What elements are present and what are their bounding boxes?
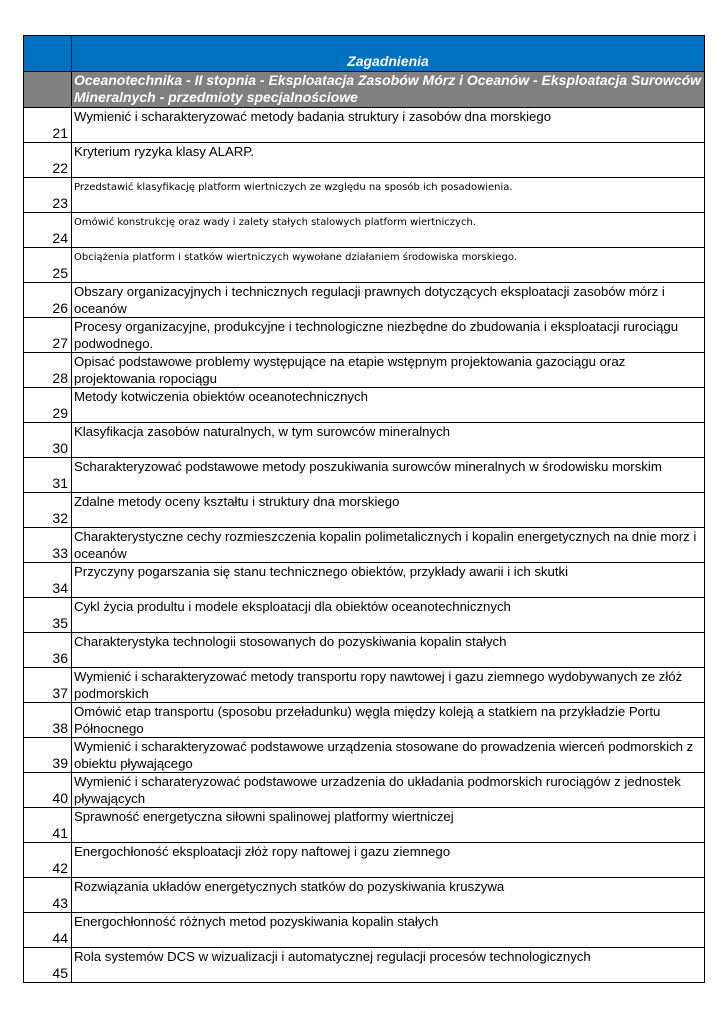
row-number: 31 (24, 458, 72, 492)
row-number: 35 (24, 598, 72, 632)
row-topic: Przedstawić klasyfikację platform wiertniczych ze względu na sposób ich posadowienia. (74, 182, 513, 193)
table-row (24, 493, 704, 528)
row-number: 21 (24, 108, 72, 142)
row-number: 37 (24, 668, 72, 702)
row-number: 44 (24, 913, 72, 947)
row-number: 22 (24, 143, 72, 177)
row-topic: Procesy organizacyjne, produkcyjne i technologiczne niezbędne do zbudowania i eksploatacji rurociągu podwodnego. (74, 319, 679, 351)
table-row (24, 143, 704, 178)
table-row (24, 353, 704, 388)
table-row (24, 808, 704, 843)
table-row (24, 178, 704, 213)
row-topic: Wymienić i scharakteryzować metody transportu ropy nawtowej i gazu ziemnego wydobywanych ze złóż podmorskich (74, 669, 683, 701)
row-topic: Cykl życia produltu i modele eksploatacji dla obiektów oceanotechnicznych (74, 599, 511, 614)
row-topic: Rola systemów DCS w wizualizacji i automatycznej regulacji procesów technologicznych (74, 949, 591, 964)
row-number: 30 (24, 423, 72, 457)
row-number: 34 (24, 563, 72, 597)
section-title: Oceanotechnika - II stopnia - Eksploatacja Zasobów Mórz i Oceanów - Eksploatacja Surowców Mineralnych - przedmioty specjalnościowe (74, 72, 702, 105)
table-row (24, 318, 704, 353)
table-row (24, 213, 704, 248)
table-header-title: Zagadnienia (347, 53, 429, 69)
row-topic: Obciążenia platform i statków wiertniczych wywołane działaniem środowiska morskiego. (74, 252, 517, 263)
table-row (24, 528, 704, 563)
row-topic: Omówić etap transportu (sposobu przeładunku) węgla między koleją a statkiem na przykładzie Portu Północnego (74, 704, 661, 736)
table-header-row (24, 36, 704, 72)
row-topic: Wymienić i scharakteryzować metody badania struktury i zasobów dna morskiego (74, 109, 552, 124)
row-number: 45 (24, 948, 72, 982)
table-row (24, 633, 704, 668)
row-topic: Zdalne metody oceny kształtu i struktury dna morskiego (74, 494, 400, 509)
row-topic: Kryterium ryzyka klasy ALARP. (74, 144, 255, 159)
row-topic: Energochłonność różnych metod pozyskiwania kopalin stałych (74, 914, 439, 929)
row-topic: Metody kotwiczenia obiektów oceanotechnicznych (74, 389, 368, 404)
row-number: 23 (24, 178, 72, 212)
row-number: 38 (24, 703, 72, 737)
row-number: 41 (24, 808, 72, 842)
table-row (24, 458, 704, 493)
section-number-cell (24, 72, 72, 107)
table-row (24, 738, 704, 773)
row-number: 24 (24, 213, 72, 247)
table-row (24, 913, 704, 948)
section-row (24, 72, 704, 108)
table-row (24, 563, 704, 598)
row-topic: Wymienić i scharateryzować podstawowe urzadzenia do układania podmorskich rurociągów z jednostek pływających (74, 774, 681, 806)
table-row (24, 843, 704, 878)
row-number: 42 (24, 843, 72, 877)
row-topic: Wymienić i scharakteryzować podstawowe urządzenia stosowane do prowadzenia wierceń podmorskich z obiektu pływającego (74, 739, 694, 771)
row-topic: Klasyfikacja zasobów naturalnych, w tym surowców mineralnych (74, 424, 450, 439)
row-number: 25 (24, 248, 72, 282)
table-row (24, 248, 704, 283)
table-row (24, 668, 704, 703)
row-topic: Charakterystyczne cechy rozmieszczenia kopalin polimetalicznych i kopalin energetycznych na dnie morz i oceanów (74, 529, 697, 561)
row-topic: Rozwiązania układów energetycznych statków do pozyskiwania kruszywa (74, 879, 505, 894)
row-topic: Scharakteryzować podstawowe metody poszukiwania surowców mineralnych w środowisku morskim (74, 459, 662, 474)
row-number: 27 (24, 318, 72, 352)
table-row (24, 773, 704, 808)
table-row (24, 388, 704, 423)
row-number: 29 (24, 388, 72, 422)
row-number: 36 (24, 633, 72, 667)
row-number: 26 (24, 283, 72, 317)
table-row (24, 283, 704, 318)
row-topic: Przyczyny pogarszania się stanu technicznego obiektów, przykłady awarii i ich skutki (74, 564, 569, 579)
row-number: 39 (24, 738, 72, 772)
row-topic: Charakterystyka technologii stosowanych do pozyskiwania kopalin stałych (74, 634, 507, 649)
table-row (24, 878, 704, 913)
table-row (24, 108, 704, 143)
table-row (24, 703, 704, 738)
row-number: 40 (24, 773, 72, 807)
table-row (24, 598, 704, 633)
row-topic: Opisać podstawowe problemy występujące na etapie wstępnym projektowania gazociągu oraz projektowania ropociągu (74, 354, 626, 386)
row-number: 33 (24, 528, 72, 562)
row-topic: Obszary organizacyjnych i technicznych regulacji prawnych dotyczących eksploatacji zasobów mórz i oceanów (74, 284, 665, 316)
row-number: 32 (24, 493, 72, 527)
row-topic: Energochłoność eksploatacji złóż ropy naftowej i gazu ziemnego (74, 844, 451, 859)
table-row (24, 423, 704, 458)
row-topic: Omówić konstrukcję oraz wady i zalety stałych stalowych platform wiertniczych. (74, 217, 476, 228)
topics-table (23, 35, 705, 983)
row-number: 43 (24, 878, 72, 912)
table-row (24, 948, 704, 983)
number-column-header (24, 36, 72, 71)
row-topic: Sprawność energetyczna siłowni spalinowej platformy wiertniczej (74, 809, 454, 824)
row-number: 28 (24, 353, 72, 387)
